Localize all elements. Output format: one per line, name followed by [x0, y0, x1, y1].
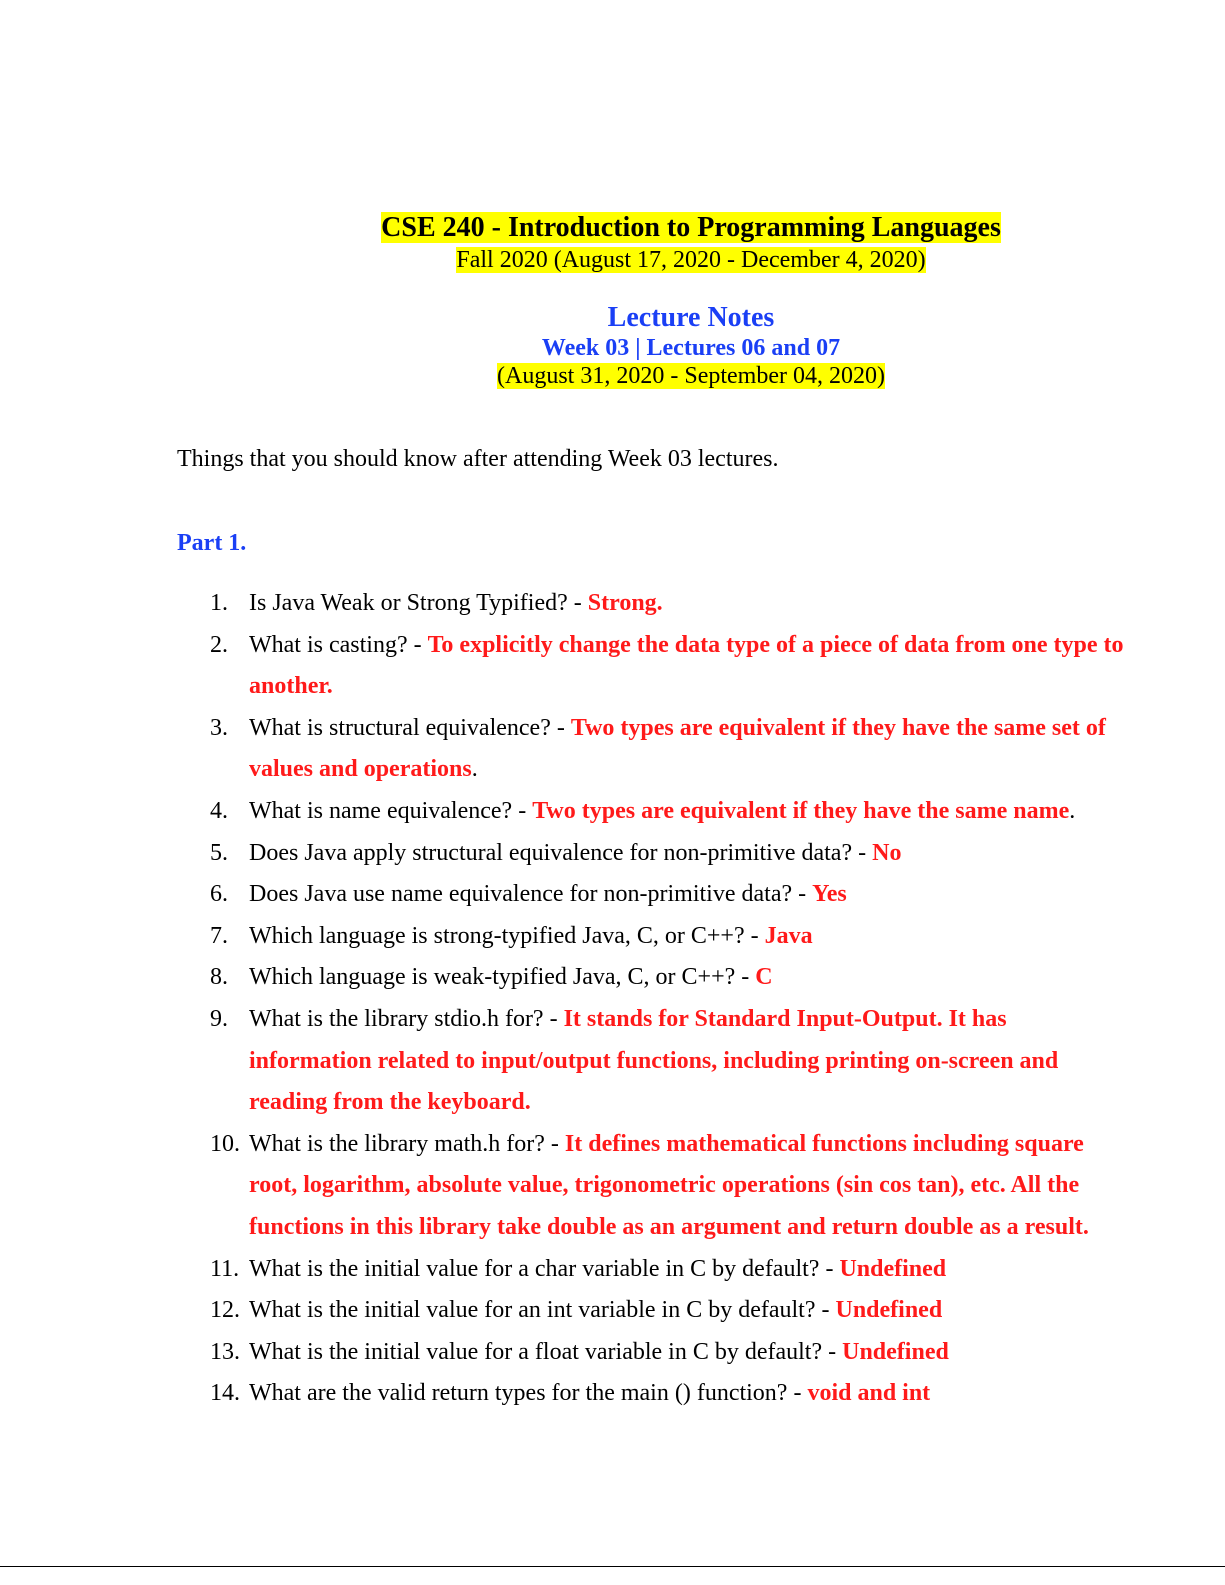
answer-tail: . [1069, 797, 1076, 824]
item-number: 8. [210, 964, 228, 991]
item-number: 7. [210, 922, 228, 949]
lecture-notes-title: Lecture Notes [607, 302, 775, 333]
question-text: What is name equivalence? - [249, 797, 533, 824]
course-title [375, 210, 1007, 246]
answer-text: No [872, 839, 902, 866]
item-number: 2. [210, 631, 228, 658]
item-number: 5. [210, 839, 228, 866]
answer-text: Undefined [835, 1297, 943, 1324]
item-number: 4. [210, 797, 228, 824]
list-item [210, 916, 1130, 958]
item-number: 6. [210, 881, 228, 908]
answer-text: Java [764, 922, 813, 949]
item-number: 11. [210, 1255, 240, 1282]
list-item [210, 708, 1130, 791]
answer-text: It stands for Standard Input-Output. It has information related to input/output functions, including printing on-screen and reading from the keyboard. [249, 1005, 1059, 1116]
course-title-text: CSE 240 - Introduction to Programming Languages [381, 212, 1001, 243]
question-text: What is the initial value for a float variable in C by default? - [249, 1338, 843, 1365]
question-text: What is the library math.h for? - [249, 1130, 565, 1157]
list-item [210, 999, 1130, 1124]
week-date-range [375, 361, 1007, 391]
question-text: Which language is strong-typified Java, C, or C++? - [249, 922, 765, 949]
question-text: What is casting? - [249, 631, 428, 658]
question-text: What are the valid return types for the main () function? - [249, 1380, 808, 1407]
answer-text: void and int [807, 1380, 931, 1407]
answer-text: Two types are equivalent if they have the same name [532, 797, 1070, 824]
page-bottom-rule [0, 1566, 1225, 1567]
question-text: What is the initial value for an int variable in C by default? - [249, 1297, 836, 1324]
question-text: What is the library stdio.h for? - [249, 1005, 564, 1032]
question-text: Does Java apply structural equivalence for non-primitive data? - [249, 839, 873, 866]
answer-text: C [755, 964, 773, 991]
item-number: 9. [210, 1005, 228, 1032]
item-number: 10. [210, 1130, 240, 1157]
list-item [210, 1124, 1130, 1249]
answer-text: Two types are equivalent if they have the same set of values and operations [249, 714, 1106, 783]
question-text: Does Java use name equivalence for non-primitive data? - [249, 881, 813, 908]
term-dates [375, 244, 1007, 276]
answer-text: Yes [812, 881, 847, 908]
part-heading: Part 1. [177, 530, 247, 556]
answer-tail: . [471, 756, 478, 783]
answer-text: To explicitly change the data type of a piece of data from one type to another. [249, 631, 1124, 700]
question-text: What is structural equivalence? - [249, 714, 571, 741]
item-number: 3. [210, 714, 228, 741]
list-item [210, 1249, 1130, 1291]
list-item [210, 1373, 1130, 1415]
question-text: Which language is weak-typified Java, C, or C++? - [249, 964, 756, 991]
answer-text: Strong. [587, 590, 663, 616]
list-item [210, 791, 1130, 833]
intro-paragraph: Things that you should know after attending Week 03 lectures. [177, 446, 779, 472]
item-number: 13. [210, 1338, 240, 1365]
item-number: 14. [210, 1380, 240, 1407]
question-list [210, 583, 1130, 1415]
item-number: 12. [210, 1297, 240, 1324]
answer-text: Undefined [839, 1255, 947, 1282]
list-item [210, 583, 1130, 625]
list-item [210, 874, 1130, 916]
list-item [210, 957, 1130, 999]
question-text: Is Java Weak or Strong Typified? - [249, 590, 588, 616]
list-item [210, 833, 1130, 875]
question-text: What is the initial value for a char variable in C by default? - [249, 1255, 840, 1282]
answer-text: Undefined [842, 1338, 949, 1365]
item-number: 1. [210, 590, 228, 616]
term-dates-text: Fall 2020 (August 17, 2020 - December 4, 2020) [456, 247, 926, 273]
week-lectures-line: Week 03 | Lectures 06 and 07 [541, 335, 841, 361]
list-item [210, 625, 1130, 708]
list-item [210, 1332, 1130, 1374]
list-item [210, 1290, 1130, 1332]
answer-text: It defines mathematical functions including square root, logarithm, absolute value, trigonometric operations (sin cos tan), etc. All the functions in this library take double as an argument and return double as a result. [249, 1130, 1089, 1240]
week-date-range-text: (August 31, 2020 - September 04, 2020) [497, 363, 885, 389]
